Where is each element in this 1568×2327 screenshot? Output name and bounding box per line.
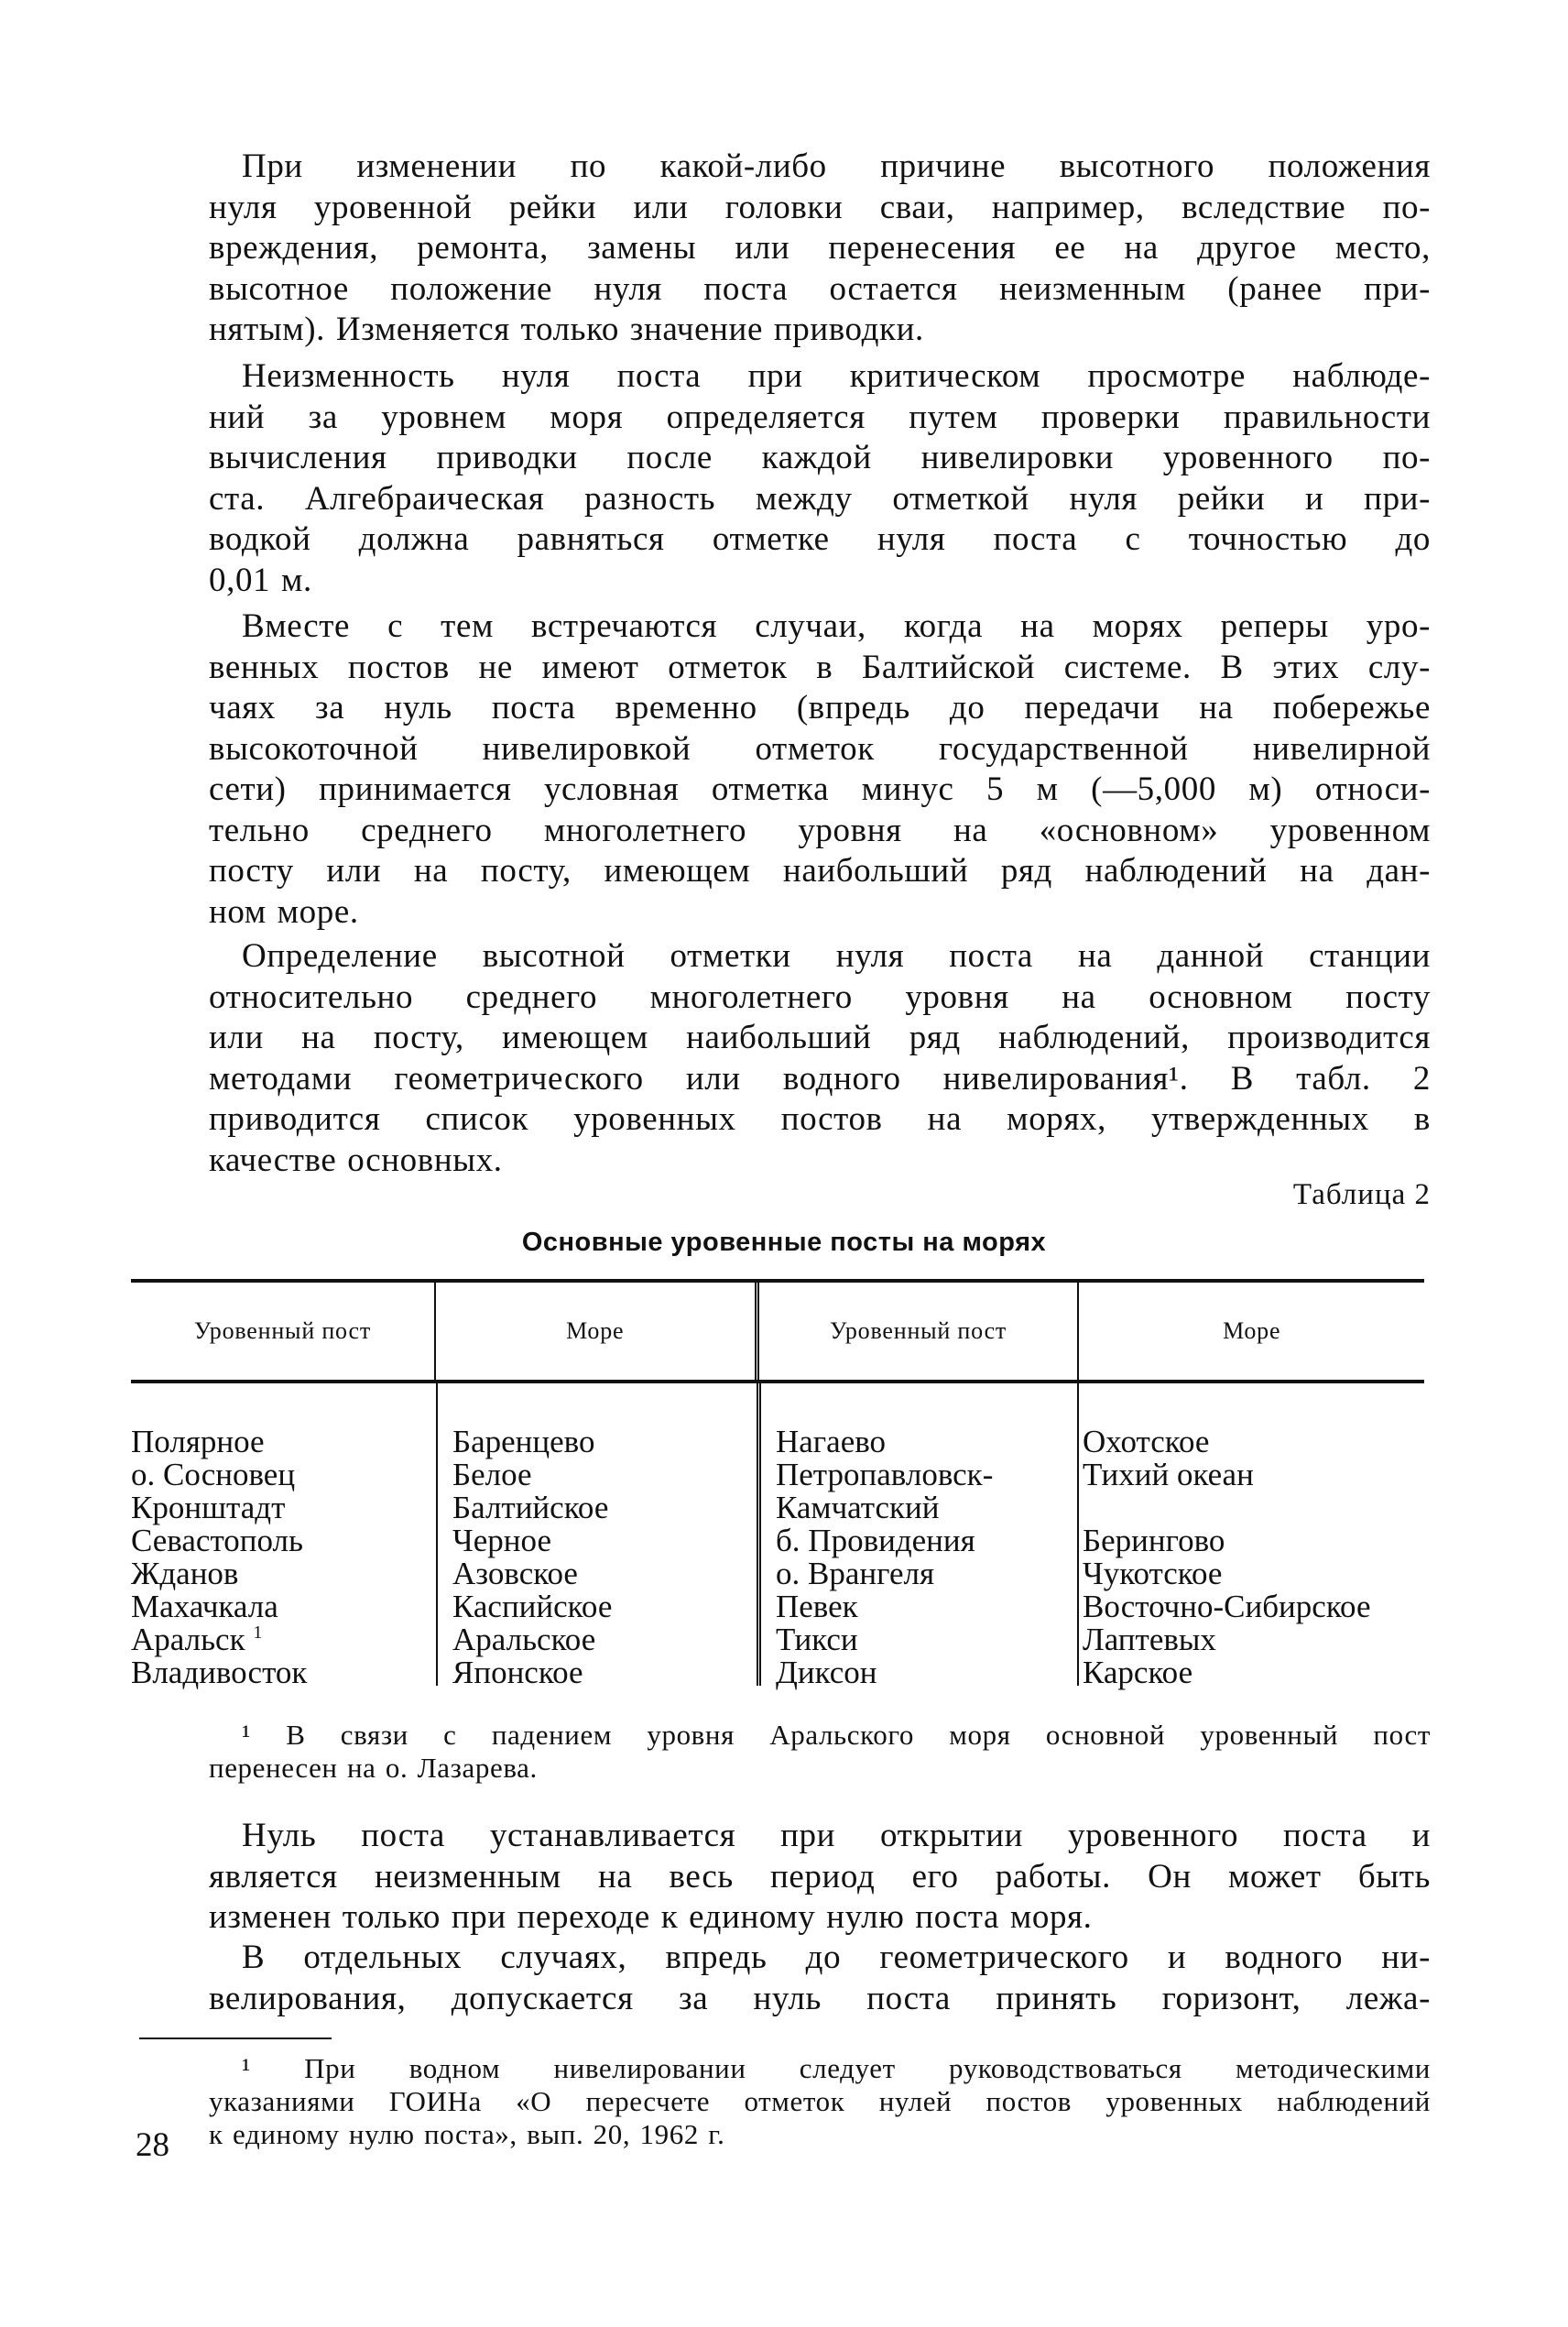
table-cell [131, 1557, 436, 1590]
text-line: к единому нулю поста», вып. 20, 1962 г. [209, 2118, 725, 2150]
paragraph-3 [209, 606, 1431, 933]
text-line: ний за уровнем моря определяется путем проверки правильности [209, 398, 1431, 436]
text-line: тельно среднего многолетнего уровня на «основном» уровенном [209, 811, 1431, 849]
column-sea-2 [1077, 1383, 1424, 1690]
cell-text: Японское [452, 1655, 583, 1690]
table-cell [776, 1491, 1077, 1524]
footnote-mark: 1 [253, 1622, 263, 1643]
cell-text: Восточно-Сибирское [1083, 1589, 1371, 1624]
cell-text: Белое [452, 1457, 532, 1492]
cell-text: Каспийское [452, 1589, 613, 1624]
text-line: относительно среднего многолетнего уровня на основном посту [209, 978, 1431, 1016]
cell-text: б. Провидения [776, 1523, 975, 1558]
paragraph-2 [209, 356, 1431, 601]
table-cell [1083, 1524, 1424, 1557]
text-line: приводится список уровенных постов на морях, утвержденных в [209, 1100, 1431, 1138]
text-line: чаях за нуль поста временно (впредь до передачи на побережье [209, 689, 1431, 727]
text-line: Определение высотной отметки нуля поста на данной станции [242, 937, 1431, 975]
table-cell [131, 1656, 436, 1689]
footnote-divider [139, 2037, 332, 2039]
table-cell [131, 1524, 436, 1557]
table-cell [452, 1557, 757, 1590]
column-sea-1 [436, 1383, 757, 1690]
cell-text: Петропавловск- [776, 1457, 994, 1492]
cell-text: Берингово [1083, 1523, 1225, 1558]
text-line: является неизменным на весь период его работы. Он может быть [209, 1857, 1431, 1895]
text-line: высотное положение нуля поста остается неизменным (ранее при- [209, 269, 1431, 308]
table-cell [452, 1656, 757, 1689]
text-line: указаниями ГОИНа «О пересчете отметок нулей постов уровенных наблюдений [209, 2085, 1431, 2117]
text-line: вычисления приводки после каждой нивелировки уровенного по- [209, 439, 1431, 476]
table-cell [1083, 1426, 1424, 1458]
cell-text: Баренцево [452, 1424, 595, 1459]
text-line: высокоточной нивелировкой отметок государственной нивелирной [209, 729, 1431, 768]
text-line: сети) принимается условная отметка минус 5 м (—5,000 м) относи- [209, 770, 1431, 808]
cell-text: Полярное [131, 1424, 265, 1459]
cell-text: Лаптевых [1083, 1622, 1216, 1657]
cell-text: о. Сосновец [131, 1457, 296, 1492]
text-line: ста. Алгебраическая разность между отметкой нуля рейки и при- [209, 479, 1431, 518]
text-line: ¹ В связи с падением уровня Аральского моря основной уровенный пост [242, 1719, 1431, 1751]
table-cell [776, 1623, 1077, 1656]
text-line: При изменении по какой-либо причине высотного положения [242, 147, 1431, 185]
table-cell [131, 1590, 436, 1623]
table-footnote [209, 1719, 1431, 1785]
table-cell [776, 1590, 1077, 1623]
cell-text: Аральск [131, 1622, 245, 1657]
cell-text: Владивосток [131, 1655, 308, 1690]
table-cell [131, 1491, 436, 1524]
column-post-1 [131, 1383, 436, 1690]
table-cell [1083, 1623, 1424, 1656]
table-title: Основные уровенные посты на морях [521, 1228, 1047, 1257]
table-cell [131, 1426, 436, 1458]
page-number: 28 [136, 2126, 169, 2164]
cell-text: Аральское [452, 1622, 596, 1657]
sea-posts-table [131, 1279, 1424, 1690]
text-line: посту или на посту, имеющем наибольший ряд наблюдений на дан- [209, 852, 1431, 890]
header-sea-1: Море [434, 1283, 755, 1380]
page-footnote [209, 2052, 1431, 2151]
cell-text: Охотское [1083, 1424, 1210, 1459]
cell-text: Балтийское [452, 1490, 609, 1525]
text-line: нуля уровенной рейки или головки сваи, например, вследствие по- [209, 188, 1431, 226]
table-body [131, 1383, 1424, 1690]
table-cell [1083, 1491, 1424, 1524]
cell-text: Жданов [131, 1556, 239, 1591]
cell-text: Тихий океан [1083, 1457, 1254, 1492]
table-cell [1083, 1458, 1424, 1491]
header-post-2: Уровенный пост [755, 1283, 1078, 1380]
text-line: вреждения, ремонта, замены или перенесения ее на другое место, [209, 229, 1431, 267]
table-cell [776, 1426, 1077, 1458]
text-line: 0,01 м. [209, 561, 312, 599]
table-caption: Таблица 2 [1292, 1178, 1431, 1211]
cell-text: Певек [776, 1589, 858, 1624]
text-line: ¹ При водном нивелировании следует руководствоваться методическими [242, 2052, 1431, 2084]
header-post-1: Уровенный пост [193, 1317, 372, 1344]
table-cell [131, 1458, 436, 1491]
paragraph-6 [209, 1938, 1431, 2019]
table-cell [452, 1590, 757, 1623]
table-cell [131, 1623, 436, 1656]
table-cell [452, 1426, 757, 1458]
text-line: качестве основных. [209, 1141, 503, 1179]
text-line: Вместе с тем встречаются случаи, когда на морях реперы уро- [242, 607, 1431, 645]
table-cell [452, 1524, 757, 1557]
table-cell [776, 1656, 1077, 1689]
table-cell [1083, 1656, 1424, 1689]
cell-text: Тикси [776, 1622, 858, 1657]
cell-text: Кронштадт [131, 1490, 286, 1525]
text-line: нятым). Изменяется только значение приводки. [209, 311, 924, 348]
text-line: венных постов не имеют отметок в Балтийской системе. В этих слу- [209, 648, 1431, 686]
paragraph-1 [209, 147, 1431, 351]
text-line: или на посту, имеющем наибольший ряд наблюдений, производится [209, 1019, 1431, 1056]
cell-text: Черное [452, 1523, 551, 1558]
table-cell [452, 1458, 757, 1491]
table-cell [776, 1524, 1077, 1557]
table-cell [776, 1557, 1077, 1590]
cell-text: о. Врангеля [776, 1556, 935, 1591]
text-line: перенесен на о. Лазарева. [209, 1752, 538, 1784]
cell-text: Карское [1083, 1655, 1193, 1690]
text-line: Неизменность нуля поста при критическом просмотре наблюде- [242, 357, 1431, 395]
text-line: водкой должна равняться отметке нуля поста с точностью до [209, 520, 1431, 558]
text-line: методами геометрического или водного нивелирования¹. В табл. 2 [209, 1059, 1431, 1098]
cell-text: Чукотское [1083, 1556, 1223, 1591]
column-post-2 [757, 1383, 1077, 1690]
text-line: ном море. [209, 892, 359, 931]
table-header [131, 1283, 1424, 1380]
text-line: В отдельных случаях, впредь до геометрического и водного ни- [242, 1939, 1431, 1976]
cell-text: Азовское [452, 1556, 578, 1591]
cell-text: Камчатский [776, 1490, 940, 1525]
paragraph-4 [209, 936, 1431, 1181]
text-line: Нуль поста устанавливается при открытии уровенного поста и [242, 1817, 1431, 1854]
cell-text: Махачкала [131, 1589, 278, 1624]
table-cell [1083, 1590, 1424, 1623]
cell-text: Нагаево [776, 1424, 887, 1459]
cell-text: Диксон [776, 1655, 877, 1690]
paragraph-5 [209, 1816, 1431, 1939]
table-cell [452, 1491, 757, 1524]
table-cell [776, 1458, 1077, 1491]
text-line: велирования, допускается за нуль поста принять горизонт, лежа- [209, 1979, 1431, 2017]
table-cell [452, 1623, 757, 1656]
table-cell [1083, 1557, 1424, 1590]
cell-text: Севастополь [131, 1523, 303, 1558]
text-line: изменен только при переходе к единому нулю поста моря. [209, 1898, 1093, 1936]
header-sea-2: Море [1077, 1283, 1424, 1380]
